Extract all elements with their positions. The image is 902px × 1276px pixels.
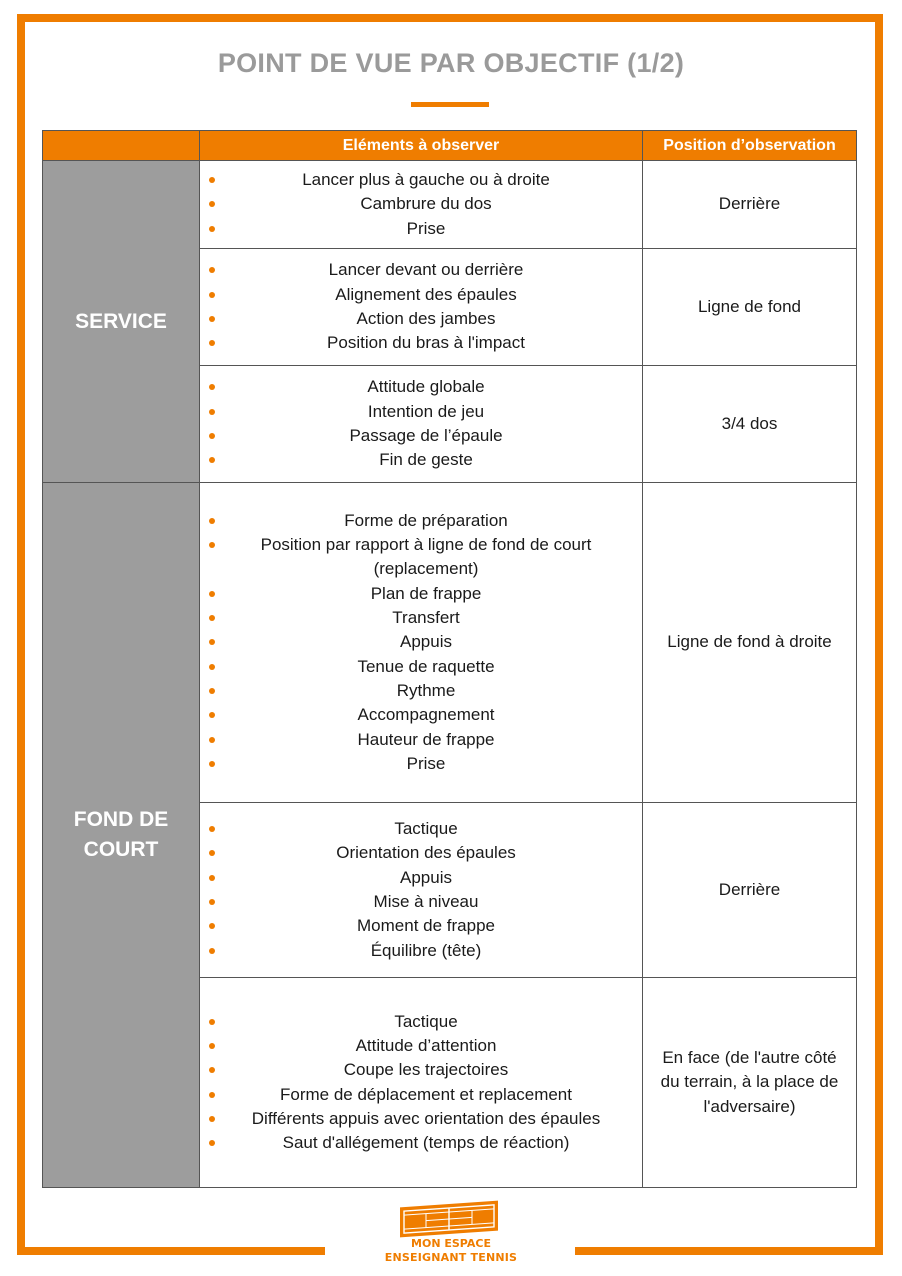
list-item: Plan de frappe xyxy=(200,582,642,606)
logo-text-line1: MON ESPACE xyxy=(411,1237,491,1250)
list-item: Rythme xyxy=(200,679,642,703)
elements-cell xyxy=(200,366,643,483)
list-item: Tenue de raquette xyxy=(200,655,642,679)
list-item: Saut d'allégement (temps de réaction) xyxy=(200,1131,642,1155)
list-item: Fin de geste xyxy=(200,448,642,472)
header-category xyxy=(43,131,200,161)
list-item: Différents appuis avec orientation des épaules xyxy=(200,1107,642,1131)
table-body xyxy=(43,161,857,1188)
list-item: Prise xyxy=(200,217,642,241)
list-item: Forme de préparation xyxy=(200,509,642,533)
frame-border-bottom-left xyxy=(17,1247,325,1255)
list-item: Appuis xyxy=(200,630,642,654)
position-cell: En face (de l'autre côté du terrain, à la place de l'adversaire) xyxy=(643,978,857,1188)
list-item: Lancer plus à gauche ou à droite xyxy=(200,168,642,192)
list-item: Hauteur de frappe xyxy=(200,728,642,752)
position-cell: 3/4 dos xyxy=(643,366,857,483)
header-elements: Eléments à observer xyxy=(200,131,643,161)
elements-cell xyxy=(200,161,643,249)
list-item: Passage de l’épaule xyxy=(200,424,642,448)
observation-table xyxy=(42,130,857,1188)
list-item: Appuis xyxy=(200,866,642,890)
list-item: Action des jambes xyxy=(200,307,642,331)
category-cell: FOND DE COURT xyxy=(43,483,200,1188)
list-item: Mise à niveau xyxy=(200,890,642,914)
list-item: Attitude d’attention xyxy=(200,1034,642,1058)
header-position: Position d’observation xyxy=(643,131,857,161)
list-item: Équilibre (tête) xyxy=(200,939,642,963)
list-item: Orientation des épaules xyxy=(200,841,642,865)
elements-list xyxy=(200,258,642,355)
frame-border-top xyxy=(17,14,883,22)
list-item: Position du bras à l'impact xyxy=(200,331,642,355)
list-item: Lancer devant ou derrière xyxy=(200,258,642,282)
logo-text-line2: ENSEIGNANT TENNIS xyxy=(384,1251,518,1264)
list-item: Tactique xyxy=(200,817,642,841)
frame-border-bottom-right xyxy=(575,1247,883,1255)
list-item: Position par rapport à ligne de fond de court (replacement) xyxy=(200,533,642,582)
position-cell: Derrière xyxy=(643,803,857,978)
position-cell: Ligne de fond à droite xyxy=(643,483,857,803)
list-item: Prise xyxy=(200,752,642,776)
elements-cell xyxy=(200,249,643,366)
category-cell: SERVICE xyxy=(43,161,200,483)
page-title: POINT DE VUE PAR OBJECTIF (1/2) xyxy=(217,48,685,78)
frame-border-left xyxy=(17,14,25,1255)
table-row xyxy=(43,483,857,803)
list-item: Alignement des épaules xyxy=(200,283,642,307)
tennis-court-icon xyxy=(400,1201,498,1238)
list-item: Forme de déplacement et replacement xyxy=(200,1083,642,1107)
brand-logo xyxy=(384,1202,518,1268)
table-row xyxy=(43,161,857,249)
list-item: Moment de frappe xyxy=(200,914,642,938)
elements-cell xyxy=(200,978,643,1188)
position-cell: Ligne de fond xyxy=(643,249,857,366)
list-item: Accompagnement xyxy=(200,703,642,727)
list-item: Tactique xyxy=(200,1010,642,1034)
elements-list xyxy=(200,817,642,963)
elements-cell xyxy=(200,803,643,978)
list-item: Intention de jeu xyxy=(200,400,642,424)
elements-list xyxy=(200,1010,642,1156)
elements-list xyxy=(200,509,642,776)
elements-list xyxy=(200,375,642,472)
frame-border-right xyxy=(875,14,883,1255)
title-underline xyxy=(411,102,489,107)
list-item: Coupe les trajectoires xyxy=(200,1058,642,1082)
list-item: Cambrure du dos xyxy=(200,192,642,216)
elements-cell xyxy=(200,483,643,803)
table-header-row xyxy=(43,131,857,161)
position-cell: Derrière xyxy=(643,161,857,249)
list-item: Transfert xyxy=(200,606,642,630)
list-item: Attitude globale xyxy=(200,375,642,399)
elements-list xyxy=(200,168,642,241)
